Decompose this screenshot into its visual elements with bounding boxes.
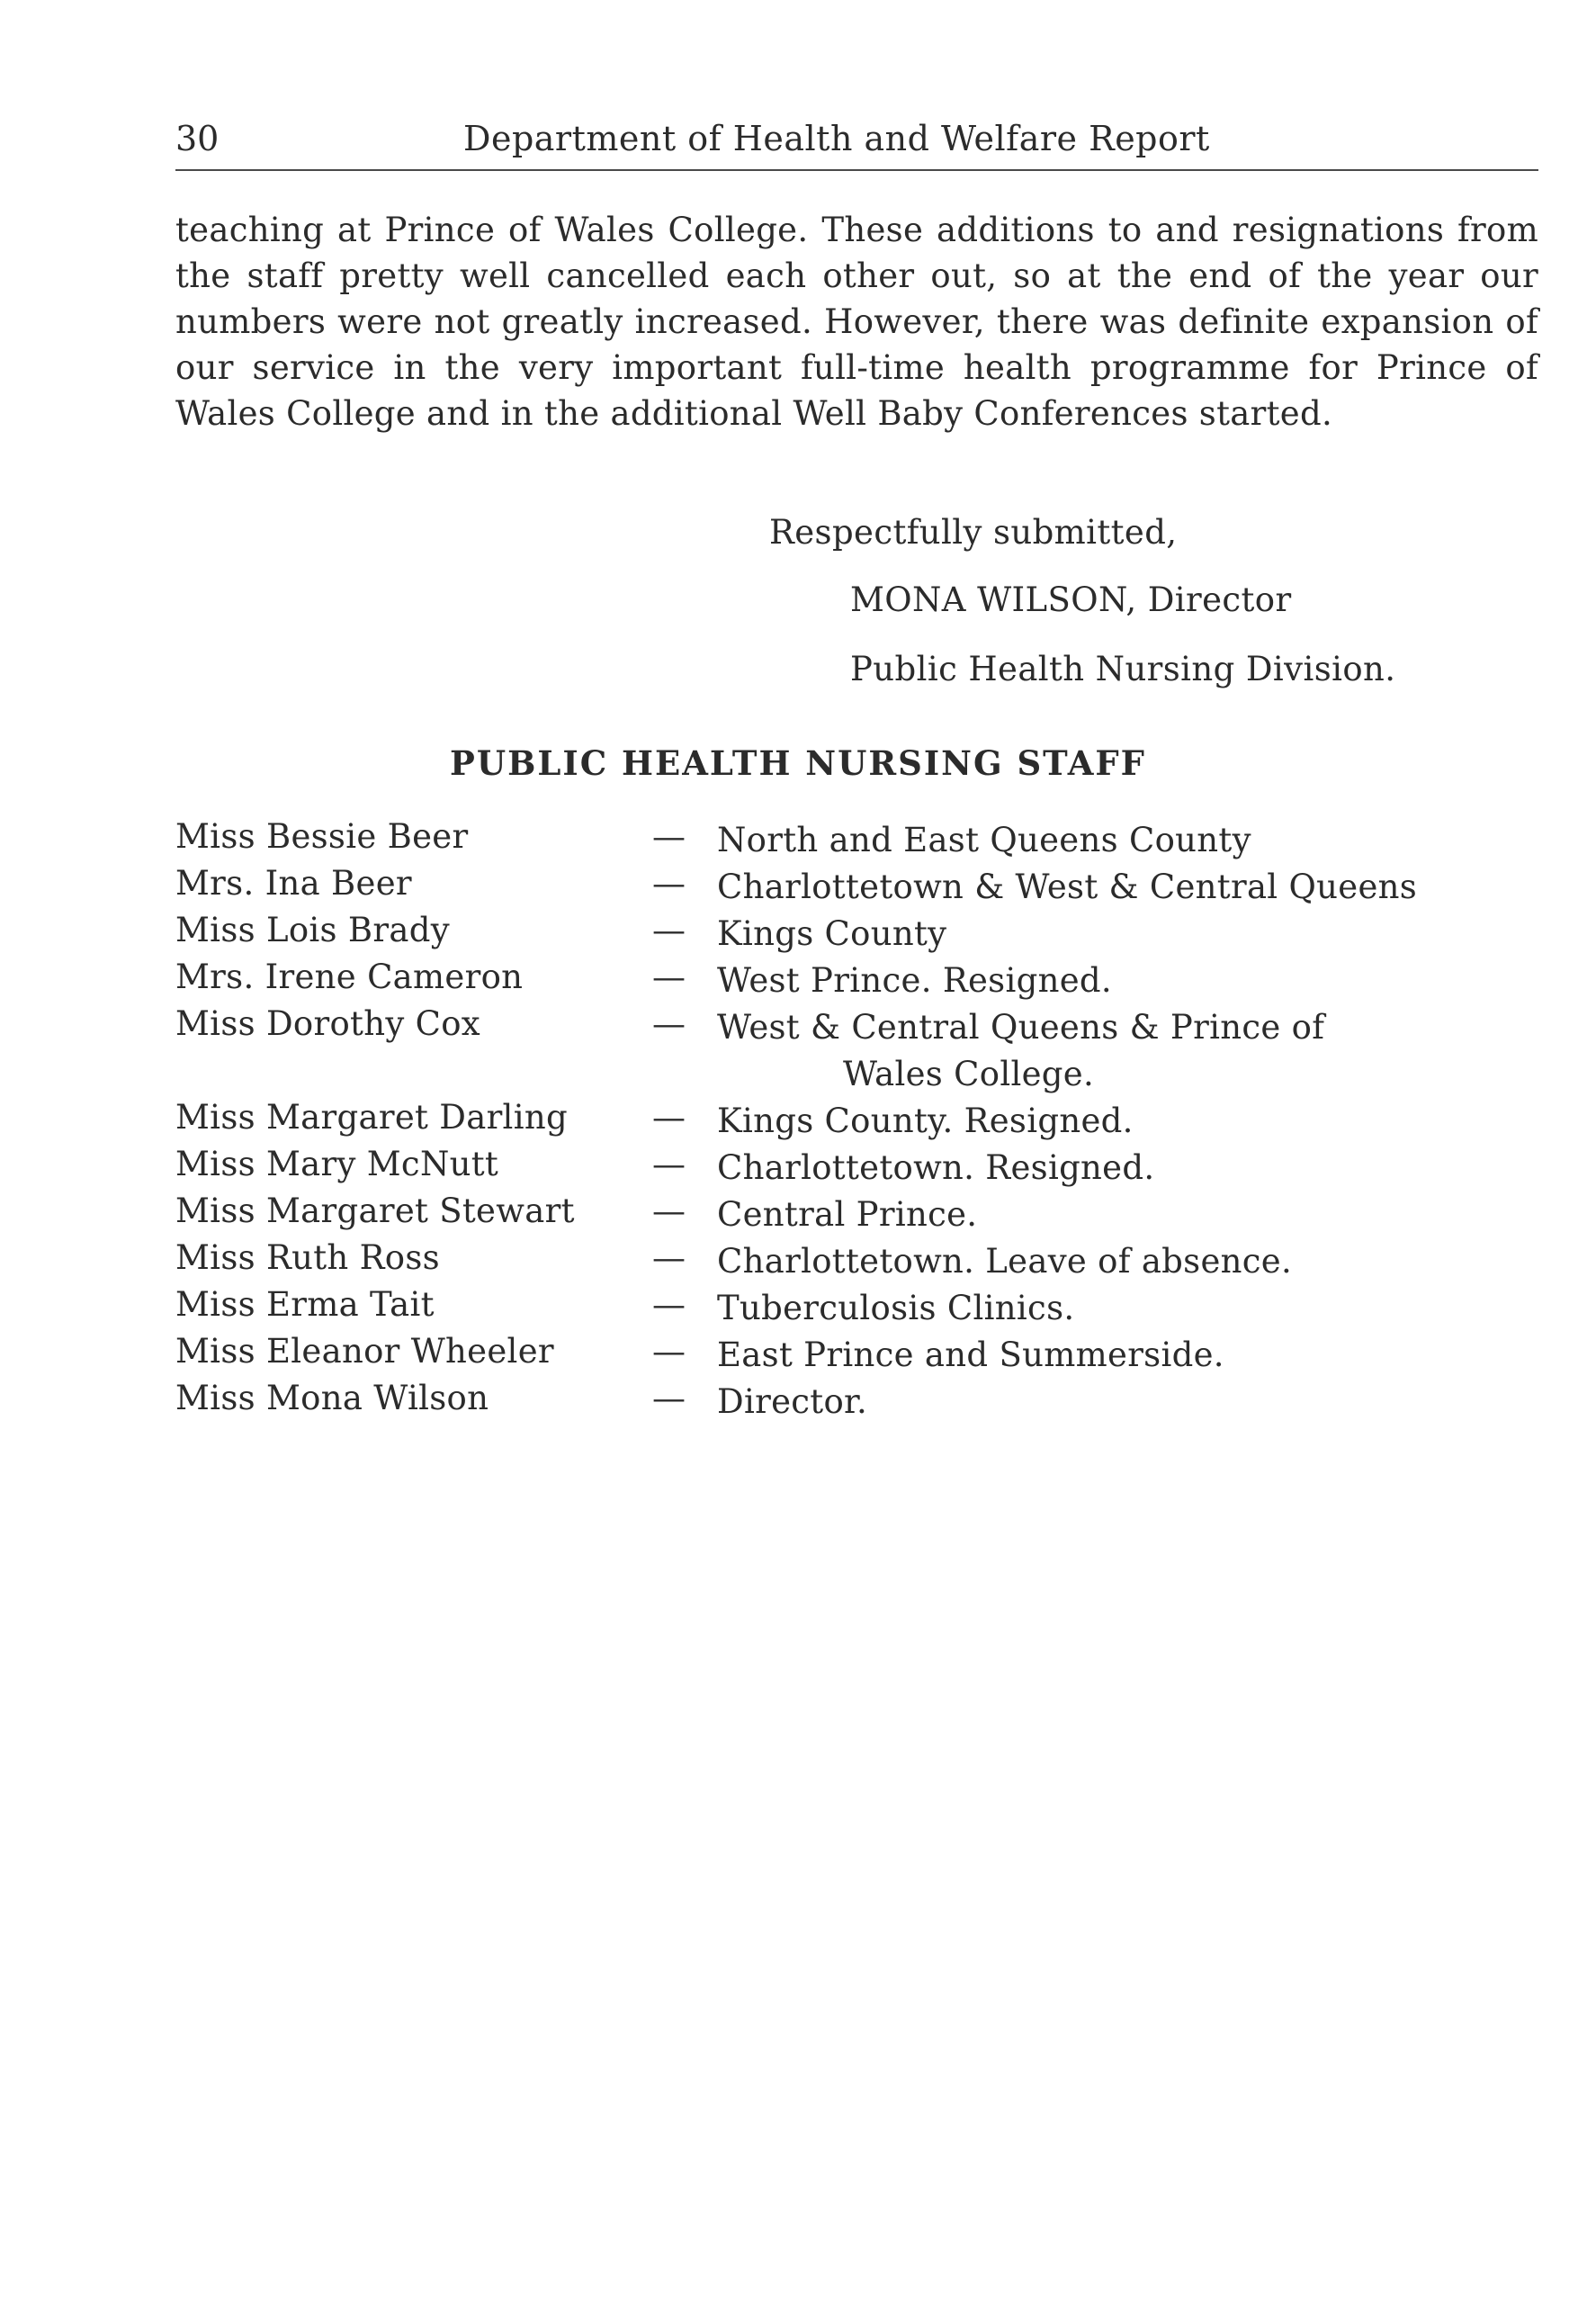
staff-row bbox=[175, 1285, 1538, 1332]
staff-row bbox=[175, 911, 1538, 958]
staff-assignment: West & Central Queens & Prince of bbox=[717, 1008, 1325, 1047]
staff-assignment: Charlottetown. Leave of absence. bbox=[717, 1242, 1293, 1281]
staff-name: Miss Lois Brady bbox=[175, 911, 450, 949]
staff-assignment: Charlottetown & West & Central Queens bbox=[717, 868, 1418, 906]
staff-assignment: Tuberculosis Clinics. bbox=[717, 1289, 1075, 1327]
staff-name: Mrs. Ina Beer bbox=[175, 864, 412, 903]
staff-assignment: East Prince and Summerside. bbox=[717, 1335, 1224, 1374]
staff-row bbox=[175, 1191, 1538, 1238]
signature-closing: Respectfully submitted, bbox=[769, 513, 1178, 552]
staff-name: Miss Eleanor Wheeler bbox=[175, 1332, 554, 1371]
staff-row bbox=[175, 958, 1538, 1004]
staff-dash: — bbox=[652, 1191, 686, 1230]
staff-dash: — bbox=[652, 1238, 686, 1277]
staff-name: Miss Margaret Stewart bbox=[175, 1191, 575, 1230]
staff-dash: — bbox=[652, 1145, 686, 1183]
staff-dash: — bbox=[652, 864, 686, 903]
page-header bbox=[175, 115, 1538, 171]
staff-row bbox=[175, 817, 1538, 864]
staff-row bbox=[175, 1145, 1538, 1191]
staff-dash: — bbox=[652, 1004, 686, 1043]
staff-name: Miss Ruth Ross bbox=[175, 1238, 440, 1277]
staff-row bbox=[175, 1098, 1538, 1145]
staff-row bbox=[175, 1238, 1538, 1285]
staff-row bbox=[175, 1379, 1538, 1425]
staff-name: Miss Bessie Beer bbox=[175, 817, 469, 856]
body-paragraph: teaching at Prince of Wales College. These additions to and resignations from the staff pretty well cancelled each other out, so at the end of the year our numbers were not greatly increased. However, there was definite expansion of our service in the very important full-time health programme for Prince of Wales College and in the additional Well Baby Conferences started. bbox=[175, 211, 1538, 433]
staff-assignment: West Prince. Resigned. bbox=[717, 961, 1112, 1000]
running-title: Department of Health and Welfare Report bbox=[463, 119, 1210, 158]
staff-dash: — bbox=[652, 1332, 686, 1371]
staff-assignment: Central Prince. bbox=[717, 1195, 978, 1234]
staff-assignment: North and East Queens County bbox=[717, 821, 1251, 859]
staff-name: Miss Mona Wilson bbox=[175, 1379, 489, 1417]
signature-name: MONA WILSON, Director bbox=[850, 580, 1292, 619]
staff-dash: — bbox=[652, 911, 686, 949]
staff-assignment-wrapper bbox=[717, 1004, 1527, 1098]
staff-name: Miss Erma Tait bbox=[175, 1285, 435, 1324]
staff-name: Miss Mary McNutt bbox=[175, 1145, 499, 1183]
staff-assignment: Director. bbox=[717, 1382, 868, 1421]
staff-assignment-continuation: Wales College. bbox=[843, 1055, 1095, 1093]
staff-dash: — bbox=[652, 817, 686, 856]
staff-name: Miss Margaret Darling bbox=[175, 1098, 568, 1137]
staff-name: Mrs. Irene Cameron bbox=[175, 958, 524, 996]
staff-dash: — bbox=[652, 1379, 686, 1417]
staff-row bbox=[175, 1004, 1538, 1098]
staff-assignment: Kings County. Resigned. bbox=[717, 1102, 1134, 1140]
staff-list bbox=[175, 817, 1538, 1425]
staff-section-title: PUBLIC HEALTH NURSING STAFF bbox=[450, 743, 1146, 783]
page-number: 30 bbox=[175, 119, 220, 158]
staff-assignment: Charlottetown. Resigned. bbox=[717, 1148, 1155, 1187]
staff-assignment: Kings County bbox=[717, 914, 947, 953]
staff-row bbox=[175, 1332, 1538, 1379]
staff-dash: — bbox=[652, 1098, 686, 1137]
signature-division: Public Health Nursing Division. bbox=[850, 650, 1396, 688]
staff-dash: — bbox=[652, 1285, 686, 1324]
staff-dash: — bbox=[652, 958, 686, 996]
staff-name: Miss Dorothy Cox bbox=[175, 1004, 480, 1043]
staff-row bbox=[175, 864, 1538, 911]
